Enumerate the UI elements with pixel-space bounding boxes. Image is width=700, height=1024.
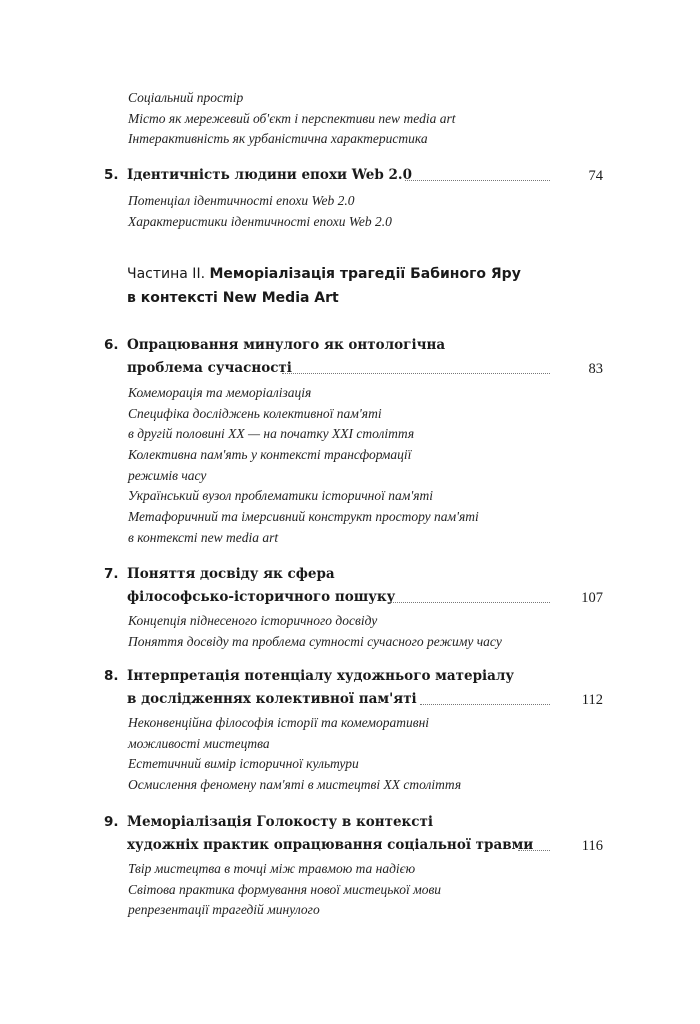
chapter-page-number: 74 [588,168,603,184]
dot-leader [420,704,550,705]
dot-leader [518,850,550,851]
dot-leader [405,180,550,181]
subsection-item: Соціальний простір [128,90,244,105]
chapter-title-line2: проблема сучасності [127,360,292,376]
subsection-item: Колективна пам'ять у контексті трансформації [128,447,412,463]
chapter-title-line1: Опрацювання минулого як онтологічна [127,337,446,353]
chapter5-subsection-list [128,191,392,232]
chapter-title-line2: філософсько-історичного пошуку [127,589,396,605]
chapter-title-line1: Інтерпретація потенціалу художнього матеріалу [127,668,515,684]
subsection-item: Український вузол проблематики історичної пам'яті [128,488,434,504]
subsection-item: Комеморація та меморіалізація [128,385,312,400]
chapter-number: 5. [104,167,119,183]
chapter-title-line1: Меморіалізація Голокосту в контексті [127,814,434,830]
chapter-page-number: 107 [581,590,603,606]
chapter-title: Ідентичність людини епохи Web 2.0 [127,167,412,183]
subsection-item: Метафоричний та імерсивний конструкт простору пам'яті [128,509,479,525]
dot-leader [388,602,550,603]
subsection-item: Твір мистецтва в точці між травмою та надією [128,861,416,876]
subsection-item: Характеристики ідентичності епохи Web 2.0 [128,213,392,229]
subsection-item: в контексті new media art [128,529,279,545]
chapter6-subsection-list [128,383,479,549]
chapter9-subsection-list [128,859,441,921]
chapter-page-number: 83 [588,361,603,377]
subsection-item: Осмислення феномену пам'яті в мистецтві XX століття [128,777,462,793]
subsection-item: Місто як мережевий об'єкт і перспективи new media art [128,110,456,126]
subsection-item: можливості мистецтва [128,735,270,751]
chapter-title-line2: в дослідженнях колективної пам'яті [127,691,417,707]
chapter-page-number: 116 [581,838,603,854]
chapter-page-number: 112 [581,692,603,708]
subsection-item: Поняття досвіду та проблема сутності сучасного режиму часу [128,633,502,649]
chapter-number: 6. [104,337,119,353]
subsection-item: в другій половині XX — на початку XXI століття [128,426,415,442]
subsection-item: режимів часу [128,467,207,483]
chapter7-subsection-list [128,611,502,652]
subsection-item: Світова практика формування нової мистецької мови [128,881,442,897]
chapter-title-line2: художніх практик опрацювання соціальної травми [127,837,534,853]
subsection-item: Інтерактивність як урбаністична характеристика [128,131,428,147]
subsection-item: Естетичний вимір історичної культури [128,756,359,772]
part-title-line2: в контексті New Media Art [127,290,339,306]
chapter-number: 8. [104,668,119,684]
part-prefix: Частина ІІ. [127,266,206,282]
subsection-item: Потенціал ідентичності епохи Web 2.0 [128,193,355,208]
subsection-item: Неконвенційна філософія історії та комеморативні [128,715,430,730]
top-subsection-list [128,88,456,150]
part-title-line1: Меморіалізація трагедії Бабиного Яру [209,266,521,282]
subsection-item: Концепція піднесеного історичного досвіду [128,613,378,628]
subsection-item: Специфіка досліджень колективної пам'яті [128,405,382,421]
dot-leader [282,373,550,374]
chapter-number: 9. [104,814,119,830]
chapter-title-line1: Поняття досвіду як сфера [127,566,335,582]
subsection-item: репрезентації трагедій минулого [128,902,320,918]
part-heading [127,266,521,282]
chapter8-subsection-list [128,713,461,796]
part-heading-line2 [127,290,339,306]
chapter-number: 7. [104,566,119,582]
